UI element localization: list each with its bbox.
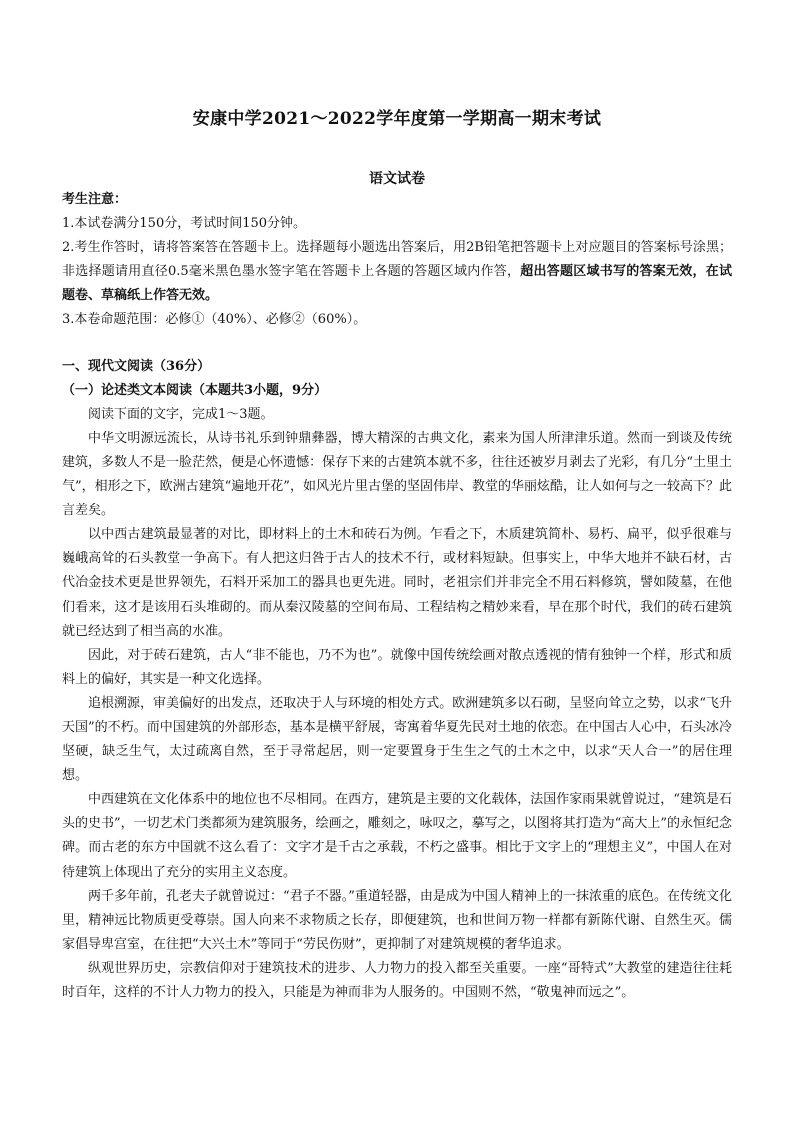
notice-item-3: 3.本卷命题范围：必修①（40%）、必修②（60%）。 <box>62 312 367 328</box>
passage-paragraph: 以中西古建筑最显著的对比，即材料上的土木和砖石为例。乍看之下，木质建筑简朴、易朽、扁平，似乎很难与巍峨高耸的石头教堂一争高下。有人把这归咎于古人的技术不行，或材料短缺。但事实上，中华大地并不缺石材，古代冶金技术更是世界领先，石料开采加工的器具也更先进。同时，老祖宗们并非完全不用石料修筑，譬如陵墓，在他们看来，这才是该用石头堆砌的。而从秦汉陵墓的空间布局、工程结构之精妙来看，早在那个时代，我们的砖石建筑就已经达到了相当高的水准。 <box>62 527 732 639</box>
subsection-heading: （一）论述类文本阅读（本题共3小题，9分） <box>62 382 328 398</box>
section-heading: 一、现代文阅读（36分） <box>62 358 211 374</box>
passage-paragraph: 两千多年前，孔老夫子就曾说过：“君子不器。”重道轻器，由是成为中国人精神上的一抹浓重的底色。在传统文化里，精神远比物质更受尊崇。国人向来不求物质之长存，即便建筑，也和世间万物一样都有新陈代谢、自然生灭。儒家倡导卑宫室，在往把“大兴土木”等同于“劳民伤财”，更抑制了对建筑规模的奢华追求。 <box>62 888 732 952</box>
passage-paragraph: 中华文明源远流长，从诗书礼乐到钟鼎彝器，博大精深的古典文化，素来为国人所津津乐道。然而一到谈及传统建筑，多数人不是一脸茫然，便是心怀遗憾：保存下来的古建筑本就不多，往往还被岁月剥去了光彩，有几分“土里土气”，相形之下，欧洲古建筑“遍地开花”，如风光片里古堡的坚固伟岸、教堂的华丽炫酷，让人如何与之一较高下？此言差矣。 <box>62 430 732 519</box>
notice-heading: 考生注意： <box>62 192 128 207</box>
exam-title: 安康中学2021～2022学年度第一学期高一期末考试 <box>192 109 602 129</box>
passage-paragraph: 因此，对于砖石建筑，古人“非不能也，乃不为也”。就像中国传统绘画对散点透视的情有独钟一个样，形式和质料上的偏好，其实是一种文化选择。 <box>62 647 732 687</box>
notice-item-2 <box>62 236 732 308</box>
reading-instruction: 阅读下面的文字，完成1～3题。 <box>88 406 274 422</box>
notice-item-2-emphasis: 超出答题区域书写的答案无效，在试题卷、草稿纸上作答无效。 <box>62 264 732 304</box>
notice-item-1: 1.本试卷满分150分，考试时间150分钟。 <box>62 216 307 232</box>
passage-paragraph: 纵观世界历史，宗教信仰对于建筑技术的进步、人力物力的投入都至关重要。一座“哥特式”大教堂的建造往往耗时百年，这样的不计人力物力的投入，只能是为神而非为人服务的。中国则不然，“敬鬼神而远之”。 <box>62 960 732 1000</box>
passage-paragraph: 中西建筑在文化体系中的地位也不尽相同。在西方，建筑是主要的文化载体，法国作家雨果就曾说过，“建筑是石头的史书”，一切艺术门类都须为建筑服务，绘画之，雕刻之，咏叹之，摹写之，以图将其打造为“高大上”的永恒纪念碑。而古老的东方中国就不这么看了：文字才是千古之承载，不朽之盛事。相比于文字上的“理想主义”，中国人在对待建筑上体现出了充分的实用主义态度。 <box>62 792 732 880</box>
exam-body <box>62 188 732 1005</box>
paper-subtitle: 语文试卷 <box>369 171 425 187</box>
notice-item-2-text: 2.考生作答时，请将答案答在答题卡上。选择题每小题选出答案后，用2B铅笔把答题卡上对应题目的答案标号涂黑；非选择题请用直径0.5毫米黑色墨水签字笔在答题卡上各题的答题区域内作答， <box>62 240 732 280</box>
passage-paragraph: 追根溯源，审美偏好的出发点，还取决于人与环境的相处方式。欧洲建筑多以石砌，呈竖向耸立之势，以求“飞升天国”的不朽。而中国建筑的外部形态，基本是横平舒展，寄寓着华夏先民对土地的依恋。在中国古人心中，石头冰冷坚硬，缺乏生气，太过疏离自然，至于寻常起居，则一定要置身于生生之气的土木之中，以求“天人合一”的居住理想。 <box>62 695 732 784</box>
